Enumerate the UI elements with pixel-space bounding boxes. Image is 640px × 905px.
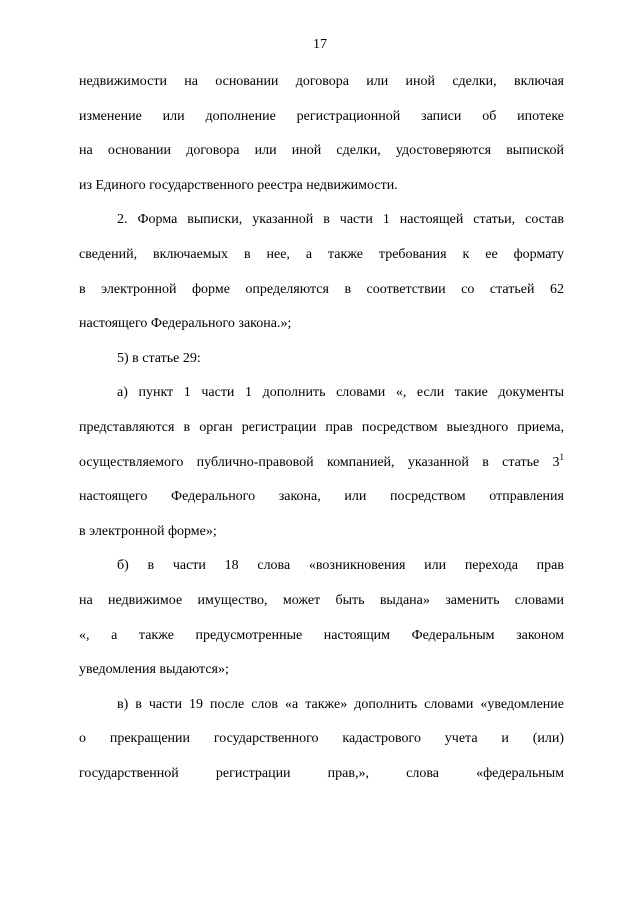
text-line — [79, 729, 564, 764]
text-line-content: 5) в статье 29: — [117, 350, 201, 366]
text-line-content: настоящего Федерального закона, или посредством отправления — [79, 489, 564, 505]
text-line — [79, 626, 564, 661]
text-line-content: осуществляемого публично-правовой компанией, указанной в статье 3 — [79, 454, 560, 470]
text-line — [79, 280, 564, 315]
text-line — [79, 522, 564, 557]
text-line — [79, 349, 564, 384]
text-line-content: в электронной форме определяются в соответствии со статьей 62 — [79, 281, 564, 297]
text-line-content: «, а также предусмотренные настоящим Федеральным законом — [79, 627, 564, 643]
text-line — [79, 210, 564, 245]
text-line-content: из Единого государственного реестра недвижимости. — [79, 177, 398, 193]
text-line — [79, 453, 564, 488]
text-line — [79, 660, 564, 695]
text-line — [79, 107, 564, 142]
text-line — [79, 556, 564, 591]
superscript: 1 — [559, 451, 564, 462]
text-line-content: о прекращении государственного кадастрового учета и (или) — [79, 731, 564, 747]
text-line-content: уведомления выдаются»; — [79, 662, 229, 678]
text-line — [79, 176, 564, 211]
text-line-content: на основании договора или иной сделки, удостоверяются выпиской — [79, 143, 564, 159]
text-line — [79, 418, 564, 453]
text-line-content: настоящего Федерального закона.»; — [79, 316, 292, 332]
text-line-content: на недвижимое имущество, может быть выдана» заменить словами — [79, 592, 564, 608]
text-line — [79, 141, 564, 176]
text-line-content: недвижимости на основании договора или иной сделки, включая — [79, 74, 564, 89]
text-line — [79, 314, 564, 349]
text-line — [79, 764, 564, 799]
text-line-content: государственной регистрации прав,», слова «федеральным — [79, 765, 564, 781]
page-number: 17 — [313, 37, 327, 52]
text-line-content: изменение или дополнение регистрационной записи об ипотеке — [79, 108, 564, 124]
text-line-content: в электронной форме»; — [79, 523, 217, 539]
text-line-content: б) в части 18 слова «возникновения или перехода прав — [117, 558, 564, 574]
text-line — [79, 72, 564, 107]
document-body — [79, 72, 564, 798]
text-line — [79, 695, 564, 730]
text-line — [79, 591, 564, 626]
text-line — [79, 245, 564, 280]
text-line — [79, 383, 564, 418]
text-line-content: в) в части 19 после слов «а также» дополнить словами «уведомление — [117, 696, 564, 712]
text-line-content: представляются в орган регистрации прав посредством выездного приема, — [79, 419, 564, 435]
text-line — [79, 487, 564, 522]
text-line-content: 2. Форма выписки, указанной в части 1 настоящей статьи, состав — [117, 212, 564, 228]
text-line-content: а) пункт 1 части 1 дополнить словами «, если такие документы — [117, 385, 564, 401]
text-line-content: сведений, включаемых в нее, а также требования к ее формату — [79, 246, 564, 262]
